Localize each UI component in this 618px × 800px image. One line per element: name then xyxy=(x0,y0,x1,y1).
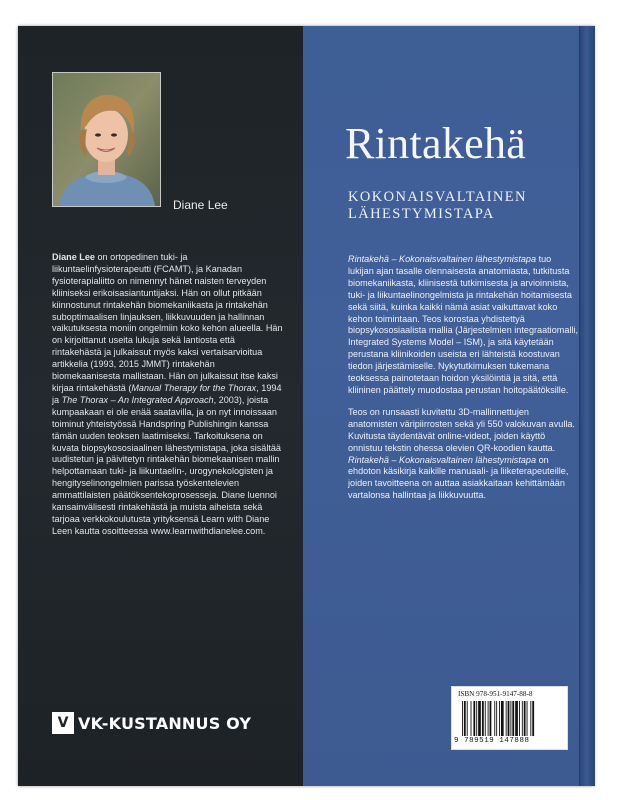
author-photo xyxy=(52,72,161,207)
bio-book-title-1: Manual Therapy for the Thorax xyxy=(131,382,257,393)
description-text-2: Teos on runsaasti kuvitettu 3D-mallinnettujen anatomisten väripiirrosten sekä yli 550 valokuvan avulla. Kuvitusta täydentävät online-videot, joiden käyttö onnistuu tekstin ohessa olevien QR-koodien kautta. xyxy=(348,406,575,453)
description-title-ref-2: Rintakehä – Kokonaisvaltainen lähestymistapa xyxy=(348,454,537,465)
publisher-mark-icon: V xyxy=(52,712,74,734)
publisher-name: VK-KUSTANNUS OY xyxy=(78,713,252,733)
bio-book-title-2: The Thorax – An Integrated Approach xyxy=(61,394,214,405)
isbn-label: ISBN 978-951-9147-88-8 xyxy=(458,690,533,698)
description-title-ref-1: Rintakehä – Kokonaisvaltainen lähestymistapa xyxy=(348,254,537,264)
description-text-1: tuo lukijan ajan tasalle olennaisesta anatomiasta, tutkitusta biomekaniikasta, kliinisestä tutkimisesta ja arvioinnista, tuki- ja liikuntaelinongelmista ja rintakehän hoitamisesta sekä siitä, kuinka kaikki nämä asiat vaikuttavat koko kehon toimintaan. Teos korostaa yhdistettyä biopsykososiaalista mallia (Järjestelmien integraatiomalli, Integrated Systems Model – ISM), ja sitä käytetään perustana kliinikoiden useista eri lähteistä koostuvan tiedon järjestämiselle. Nykytutkimuksen tukemana teoksessa painotetaan hoidon yksilöintiä ja sitä, että kliininen päättely muodostaa perustan hoitopäätöksille. xyxy=(348,254,578,395)
author-portrait-image xyxy=(53,73,160,206)
bio-text-1: on ortopedinen tuki- ja liikuntaelinfysioterapeutti (FCAMT), ja Kanadan fysioterapialiitto on nimennyt hänet naisten terveyden kliiniseksi erikoisasiantuntijaksi. Hän on ollut pitkään kiinnostunut rintakehän biomekaniikasta ja rintakehän suboptimaalisen linjauksen, liikkuvuuden ja hallinnan vaikutuksesta moniin ongelmiin koko kehon alueella. Hän on kirjoittanut useita lukuja sekä lantiosta että rintakehästä ja julkaissut myös kaksi vertaisarvioitua artikkelia (1993, 2015 JMMT) rintakehän biomekaanisesta mallistaan. Hän on julkaissut itse kaksi kirjaa rintakehästä ( xyxy=(52,252,283,393)
subtitle-line-1: KOKONAISVALTAINEN xyxy=(348,189,527,205)
description-panel xyxy=(303,26,579,786)
book-spine xyxy=(579,26,595,786)
isbn-barcode xyxy=(451,686,568,750)
description-paragraph-2 xyxy=(348,407,578,502)
barcode-bars xyxy=(462,701,557,736)
author-bio xyxy=(52,252,284,538)
publisher-logo xyxy=(52,712,251,734)
description-paragraph-1 xyxy=(348,254,578,397)
bio-text-3: , 2003), joista kumpaakaan ei ole enää saatavilla, ja on nyt innoissaan toiminut yhteistyössä Handspring Publishingin kanssa tämän uuden teoksen laatimiseksi. Tarkoituksena on kuvata biopsykososiaalinen lähestymistapa, joka sisältää uudistetun ja päivitetyn rintakehän biomekaanisen mallin helpottamaan tuki- ja liikuntaelin-, urogynekologisten ja hengityselinongelmien parissa työskentelevien ammattilaisten päätöksentekoprosesseja. Diane luennoi kansainvälisesti rintakehästä ja muista aiheista sekä tarjoaa verkkokoulutusta yrityksensä Learn with Diane Leen kautta osoitteessa www.learnwithdianelee.com. xyxy=(52,394,281,536)
author-caption: Diane Lee xyxy=(173,198,228,212)
author-panel xyxy=(18,26,303,786)
bio-author-name: Diane Lee xyxy=(52,252,95,262)
book-description xyxy=(348,254,578,512)
book-title: Rintakehä xyxy=(345,119,527,168)
subtitle-line-2: LÄHESTYMISTAPA xyxy=(348,206,495,222)
barcode-number: 9 789519 147888 xyxy=(454,737,530,745)
book-subtitle xyxy=(348,189,527,223)
bio-text-2: , 1994 ja xyxy=(52,382,282,405)
book-back-cover xyxy=(18,26,594,786)
description-text-3: on ehdoton käsikirja kaikille manuaali- ja liiketerapeuteille, joiden tavoitteena on auttaa asiakkaitaan kehittämään vartalonsa hallintaa ja liikkuvuutta. xyxy=(348,454,569,501)
